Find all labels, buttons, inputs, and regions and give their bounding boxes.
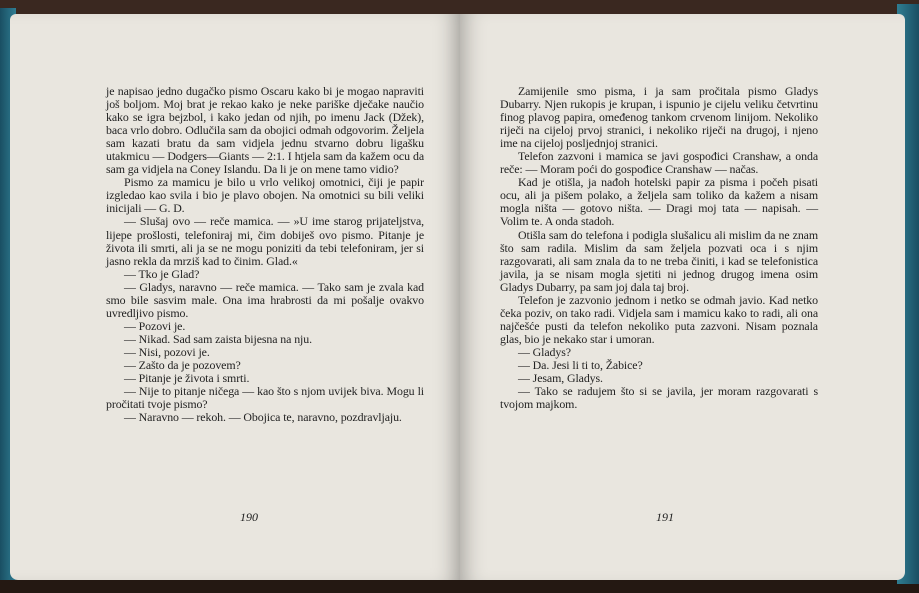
left-page-text — [106, 85, 424, 424]
paragraph: Pismo za mamicu je bilo u vrlo velikoj omotnici, čiji je papir izgledao kao svila i bio je plavo obojen. Na omotnici su bili veliki inicijali — G. D. — [106, 175, 424, 216]
paragraph: — Nikad. Sad sam zaista bijesna na nju. — [124, 331, 312, 346]
page-number-right: 191 — [656, 510, 674, 524]
paragraph: — Zašto da je pozovem? — [124, 357, 241, 372]
paragraph: Zamijenile smo pisma, i ja sam pročitala pismo Gladys Dubarry. Njen rukopis je krupan, i ispunio je cijelu veliku četvrtinu finog plavog papira, omeđenog tankom crvenom linijom. Nekoliko riječi na cijeloj prvoj stranici, i nekoliko riječi na drugoj, i njeno ime na cijeloj posljednjoj stranici. — [500, 84, 818, 151]
paragraph: — Slušaj ovo — reče mamica. — »U ime starog prijateljstva, lijepe prošlosti, telefoniraj mi, čim dobiješ ovo pismo. Pitanje je života ili smrti, ali ja se ne mogu poniziti da tebi telefoniram, jer si jasno rekla da mrziš kad to činim. Glad.« — [106, 214, 424, 268]
left-page — [10, 14, 460, 580]
paragraph: Kad je otišla, ja nađoh hotelski papir za pisma i počeh pisati ocu, ali ja pišem polako, a željela sam toliko da kažem a nisam mogla ništa — gotovo ništa. — Dragi moj tata — napisah. — Volim te. A onda stadoh. — [500, 175, 818, 229]
paragraph: — Gladys? — [518, 344, 571, 359]
paragraph: — Tako se radujem što si se javila, jer moram razgovarati s tvojom majkom. — [500, 384, 818, 412]
paragraph: — Gladys, naravno — reče mamica. — Tako sam je zvala kad smo bile sasvim male. Ona ima hrabrosti da mi pošalje ovakvo uvredljivo pismo. — [106, 279, 424, 320]
paragraph: Telefon je zazvonio jednom i netko se odmah javio. Kad netko čeka poziv, on tako radi. Vidjela sam i mamicu kako to radi, ali ona najčešće pusti da telefon nekoliko puta zazvoni. Nisam poznala glas, bio je nekako star i umoran. — [500, 292, 818, 346]
paragraph: — Tko je Glad? — [124, 266, 200, 281]
right-page-text — [500, 85, 818, 411]
paragraph: Telefon zazvoni i mamica se javi gospođici Cranshaw, a onda reče: — Moram poći do gospođice Cranshaw — načas. — [500, 149, 818, 177]
paragraph: je napisao jedno dugačko pismo Oscaru kako bi je mogao napraviti još boljom. Moj brat je rekao kako je neke pariške dječake naučio kako se igra bejzbol, i kako jedan od njih, po imenu Jack (Džek), baca vrlo dobro. Odlučila sam da obojici odmah odgovorim. Željela sam kazati bratu da sam vidjela jednu stvarno dobru ligašku utakmicu — Dodgers—Giants — 2:1. I htjela sam da kažem ocu da sam ga vidjela na Coney Islandu. Da li je on mene tamo vidio? — [106, 84, 424, 177]
paragraph: — Nije to pitanje ničega — kao što s njom uvijek biva. Mogu li pročitati tvoje pismo? — [106, 384, 424, 412]
right-page — [460, 14, 905, 580]
paragraph: — Naravno — rekoh. — Obojica te, naravno, pozdravljaju. — [124, 410, 402, 425]
page-number-left: 190 — [240, 510, 258, 524]
paragraph: — Nisi, pozovi je. — [124, 344, 210, 359]
paragraph: — Jesam, Gladys. — [518, 371, 603, 386]
paragraph: — Pozovi je. — [124, 318, 186, 333]
paragraph: Otišla sam do telefona i podigla slušalicu ali mislim da ne znam što sam radila. Mislim da sam željela pozvati oca i s njim razgovarati, ali sam znala da to ne trebа činiti, i kad se telefonistica javila, ja se nisam mogla sjetiti ni jednog drugog imena osim Gladys Dubarry, pa sam joj dala taj broj. — [500, 227, 818, 294]
paragraph: — Pitanje je života i smrti. — [124, 371, 250, 386]
paragraph: — Da. Jesi li ti to, Žabice? — [518, 357, 643, 372]
